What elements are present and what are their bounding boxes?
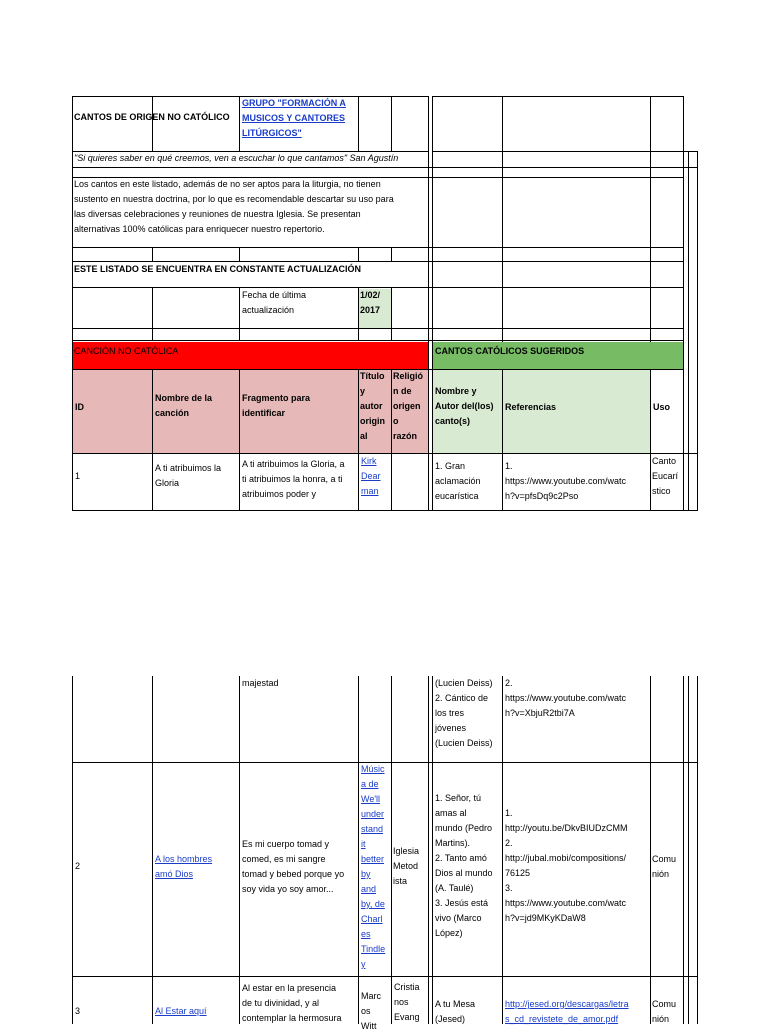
cont-referencias: 2. https://www.youtube.com/watc h?v=XbjuR2tbi7A: [505, 678, 627, 718]
row2-religion: Iglesia Metod ista: [393, 846, 420, 886]
row1-fragmento: A ti atribuimos la Gloria, a ti atribuimos la honra, a ti atribuimos poder y: [242, 459, 345, 499]
intro-paragraph: Los cantos en este listado, además de no ser aptos para la liturgia, no tienen sustento en nuestra doctrina, por lo que es recomendable descartar su uso para las diversas celebraciones y reuniones de nuestra Iglesia. Se presentan alternativas 100% católicas para enriquecer nuestro repertorio.: [74, 179, 394, 234]
row2-id: 2: [75, 861, 81, 871]
row3-nombre-link[interactable]: Al Estar aquí: [155, 1006, 207, 1016]
group-link[interactable]: GRUPO "FORMACIÓN A MUSICOS Y CANTORES LITÚRGICOS": [242, 98, 346, 138]
row3-fragmento: Al estar en la presencia de tu divinidad, y al contemplar la hermosura: [242, 983, 342, 1023]
row3-religion: Cristia nos Evang: [394, 982, 420, 1022]
row3-sugeridos: A tu Mesa (Jesed): [435, 999, 476, 1024]
row3-uso: Comu nión: [652, 999, 677, 1024]
row1-uso: Canto Eucarí stico: [652, 456, 679, 496]
col-religion: Religió n de origen o razón: [393, 371, 424, 441]
col-nombre: Nombre de la canción: [155, 393, 213, 418]
row2-referencias: 1. http://youtu.be/DkvBIUDzCMM 2. http://jubal.mobi/compositions/ 76125 3. https://www.youtube.com/watc h?v=jd9MKyKDaW8: [505, 808, 628, 923]
section-catolicos-label: CANTOS CATÓLICOS SUGERIDOS: [435, 346, 585, 356]
row1-sugeridos: 1. Gran aclamación eucarística: [435, 461, 481, 501]
row1-titulo-link[interactable]: Kirk Dear man: [361, 456, 381, 496]
update-label: Fecha de última actualización: [242, 290, 307, 315]
row2-nombre-link[interactable]: A los hombres amó Dios: [155, 854, 213, 879]
row1-referencias: 1. https://www.youtube.com/watc h?v=pfsDq9c2Pso: [505, 461, 627, 501]
col-nombre-autor: Nombre y Autor del(los) canto(s): [435, 386, 494, 426]
section-no-catolica-label: CANCIÓN NO CATÓLICA: [74, 346, 179, 356]
notice: ESTE LISTADO SE ENCUENTRA EN CONSTANTE ACTUALIZACIÓN: [74, 264, 362, 274]
row1-nombre: A ti atribuimos la Gloria: [155, 463, 222, 488]
row2-sugeridos: 1. Señor, tú amas al mundo (Pedro Martins). 2. Tanto amó Dios al mundo (A. Taulé) 3. Jesús está vivo (Marco López): [435, 793, 493, 938]
header-title: CANTOS DE ORIGEN NO CATÓLICO: [74, 112, 230, 122]
row2-uso: Comu nión: [652, 854, 677, 879]
cont-sugeridos: (Lucien Deiss) 2. Cántico de los tres jóvenes (Lucien Deiss): [435, 678, 493, 748]
quote: "Si quieres saber en qué creemos, ven a escuchar lo que cantamos" San Agustín: [74, 153, 399, 163]
row2-fragmento: Es mi cuerpo tomad y comed, es mi sangre tomad y bebed porque yo soy vida yo soy amor...: [242, 839, 345, 894]
cont-fragmento: majestad: [242, 678, 279, 688]
col-referencias: Referencias: [505, 402, 557, 412]
update-date: 1/02/ 2017: [360, 290, 381, 315]
col-id: ID: [75, 402, 84, 412]
row3-referencias-link[interactable]: http://jesed.org/descargas/letra s_cd_revistete_de_amor.pdf: [505, 999, 629, 1024]
row3-titulo: Marc os Witt: [361, 991, 381, 1031]
row3-id: 3: [75, 1006, 81, 1016]
row2-titulo-link[interactable]: Músic a de We'll under stand it better by and by, de Charl es Tindle y: [361, 764, 386, 969]
row1-id: 1: [75, 471, 81, 481]
col-fragmento: Fragmento para identificar: [242, 393, 311, 418]
col-titulo: Título y autor origin al: [360, 371, 385, 441]
col-uso: Uso: [653, 402, 671, 412]
